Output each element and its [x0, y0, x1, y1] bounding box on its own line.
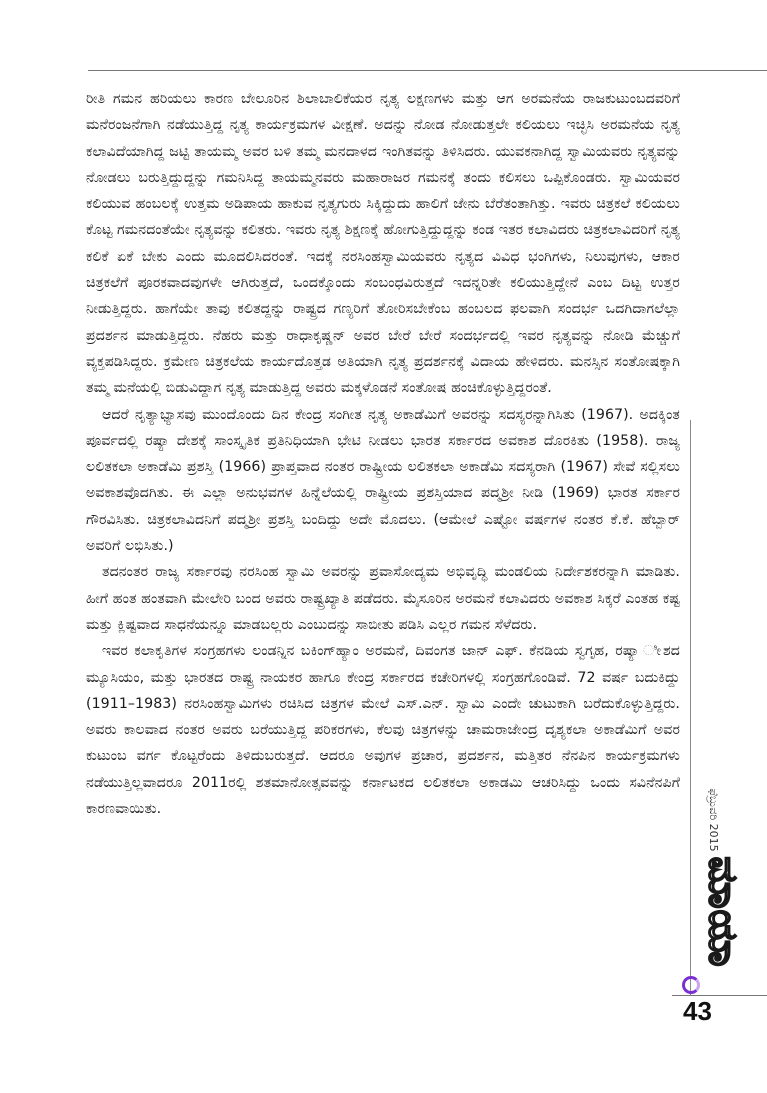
paragraph-4: ಇವರ ಕಲಾಕೃತಿಗಳ ಸಂಗ್ರಹಗಳು ಲಂಡನ್ನಿನ ಬಕಿಂಗ್‌ಹ್ಯಾಂ ಅರಮನೆ, ದಿವಂಗತ ಜಾನ್ ಎಫ್. ಕೆನಡಿಯ ಸ್ವಗೃಹ, ರಷ್ಯಾ ೀಶದ ಮ್ಯೂಸಿಯಂ, ಮತ್ತು ಭಾರತದ ರಾಷ್ಟ್ರ ನಾಯಕರ ಹಾಗೂ ಕೇಂದ್ರ ಸರ್ಕಾರದ ಕಚೇರಿಗಳಲ್ಲಿ ಸಂಗ್ರಹಗೊಂಡಿವೆ. 72 ವರ್ಷ ಬದುಕಿದ್ದು (1911–1983) ನರಸಿಂಹಸ್ವಾಮಿಗಳು ರಚಿಸಿದ ಚಿತ್ರಗಳ ಮೇಲೆ ಎಸ್.ಎನ್. ಸ್ವಾಮಿ ಎಂದೇ ಚುಟುಕಾಗಿ ಬರೆದುಕೊಳ್ಳುತ್ತಿದ್ದರು. ಅವರು ಕಾಲವಾದ ನಂತರ ಅವರು ಬರೆಯುತ್ತಿದ್ದ ಪರಿಕರಗಳು, ಕೆಲವು ಚಿತ್ರಗಳನ್ನು ಚಾಮರಾಜೇಂದ್ರ ದೃಶ್ಯಕಲಾ ಅಕಾಡೆಮಿಗೆ ಅವರ ಕುಟುಂಬ ವರ್ಗ ಕೊಟ್ಟರೆಂದು ತಿಳಿದುಬರುತ್ತದೆ. ಆದರೂ ಅವುಗಳ ಪ್ರಚಾರ, ಪ್ರದರ್ಶನ, ಮತ್ತಿತರ ನೆನಪಿನ ಕಾರ್ಯಕ್ರಮಗಳು ನಡೆಯುತ್ತಿಲ್ಲವಾದರೂ 2011ರಲ್ಲಿ ಶತಮಾನೋತ್ಸವವನ್ನು ಕರ್ನಾಟಕದ ಲಲಿತಕಲಾ ಅಕಾಡಮಿ ಆಚರಿಸಿದ್ದು ಒಂದು ಸವಿನೆನಪಿಗೆ ಕಾರಣವಾಯಿತು.	[86, 643, 680, 818]
issue-date: ಫೆಬ್ರುವರಿ 2015	[707, 788, 720, 852]
page-number: 43	[683, 996, 712, 1026]
paragraph-3: ತದನಂತರ ರಾಜ್ಯ ಸರ್ಕಾರವು ನರಸಿಂಹ ಸ್ವಾಮಿ ಅವರನ್ನು ಪ್ರವಾಸೋದ್ಯಮ ಅಭಿವೃದ್ಧಿ ಮಂಡಲಿಯ ನಿರ್ದೇಶಕರನ್ನಾಗಿ ಮಾಡಿತು. ಹೀಗೆ ಹಂತ ಹಂತವಾಗಿ ಮೇಲೇರಿ ಬಂದ ಅವರು ರಾಷ್ಟ್ರಖ್ಯಾತಿ ಪಡೆದರು. ಮೈಸೂರಿನ ಅರಮನೆ ಕಲಾವಿದರು ಅವಕಾಶ ಸಿಕ್ಕರೆ ಎಂತಹ ಕಷ್ಟ ಮತ್ತು ಕ್ಲಿಷ್ಟವಾದ ಸಾಧನೆಯನ್ನೂ ಮಾಡಬಲ್ಲರು ಎಂಬುದನ್ನು ಸಾಬೀತು ಪಡಿಸಿ ಎಲ್ಲರ ಗಮನ ಸೆಳೆದರು.	[86, 564, 680, 633]
top-divider	[88, 70, 767, 71]
circle-icon	[682, 976, 700, 994]
magazine-masthead: ಮಾಯಾ	[700, 856, 746, 968]
article-body	[86, 86, 680, 822]
paragraph-1: ರೀತಿ ಗಮನ ಹರಿಯಲು ಕಾರಣ ಬೇಲೂರಿನ ಶಿಲಾಬಾಲಿಕೆಯರ ನೃತ್ಯ ಲಕ್ಷಣಗಳು ಮತ್ತು ಆಗ ಅರಮನೆಯ ರಾಜಕುಟುಂಬದವರಿಗೆ ಮನೆರಂಜನೆಗಾಗಿ ನಡೆಯುತ್ತಿದ್ದ ನೃತ್ಯ ಕಾರ್ಯಕ್ರಮಗಳ ವೀಕ್ಷಣೆ. ಅದನ್ನು ನೋಡ ನೋಡುತ್ತಲೇ ಕಲಿಯಲು ಇಚ್ಛಿಸಿ ಅರಮನೆಯ ನೃತ್ಯ ಕಲಾವಿದೆಯಾಗಿದ್ದ ಜಟ್ಟಿ ತಾಯಮ್ಮ ಅವರ ಬಳಿ ತಮ್ಮ ಮನದಾಳದ ಇಂಗಿತವನ್ನು ತಿಳಿಸಿದರು. ಯುವಕನಾಗಿದ್ದ ಸ್ವಾಮಿಯವರು ನೃತ್ಯವನ್ನು ನೋಡಲು ಬರುತ್ತಿದ್ದುದ್ದನ್ನು ಗಮನಿಸಿದ್ದ ತಾಯಮ್ಮನವರು ಮಹಾರಾಜರ ಗಮನಕ್ಕೆ ತಂದು ಕಲಿಸಲು ಒಪ್ಪಿಕೊಂಡರು. ಸ್ವಾಮಿಯವರ ಕಲಿಯುವ ಹಂಬಲಕ್ಕೆ ಉತ್ತಮ ಅಡಿಪಾಯ ಹಾಕುವ ನೃತ್ಯಗುರು ಸಿಕ್ಕಿದ್ದುದು ಹಾಲಿಗೆ ಜೇನು ಬೆರೆತಂತಾಗಿತ್ತು. ಇವರು ಚಿತ್ರಕಲೆ ಕಲಿಯಲು ಕೊಟ್ಟ ಗಮನದಂತೆಯೇ ನೃತ್ಯವನ್ನು ಕಲಿತರು. ಇವರು ನೃತ್ಯ ಶಿಕ್ಷಣಕ್ಕೆ ಹೋಗುತ್ತಿದ್ದುದ್ದನ್ನು ಕಂಡ ಇತರ ಕಲಾವಿದರು ಚಿತ್ರಕಲಾವಿದರಿಗೆ ನೃತ್ಯ ಕಲಿಕೆ ಏಕೆ ಬೇಕು ಎಂದು ಮೂದಲಿಸಿದರಂತೆ. ಇದಕ್ಕೆ ನರಸಿಂಹಸ್ವಾಮಿಯವರು ನೃತ್ಯದ ವಿವಿಧ ಭಂಗಿಗಳು, ನಿಲುವುಗಳು, ಆಕಾರ ಚಿತ್ರಕಲೆಗೆ ಪೂರಕವಾದವುಗಳೇ ಆಗಿರುತ್ತದೆ, ಒಂದಕ್ಕೊಂದು ಸಂಬಂಧವಿರುತ್ತದೆ ಇದನ್ನರಿತೇ ಕಲಿಯುತ್ತಿದ್ದೇನೆ ಎಂಬ ದಿಟ್ಟ ಉತ್ತರ ನೀಡುತ್ತಿದ್ದರು. ಹಾಗೆಯೇ ತಾವು ಕಲಿತದ್ದನ್ನು ರಾಷ್ಟ್ರದ ಗಣ್ಯರಿಗೆ ತೋರಿಸಬೇಕೆಂಬ ಹಂಬಲದ ಫಲವಾಗಿ ಸಂದರ್ಭ ಒದಗಿದಾಗಲೆಲ್ಲಾ ಪ್ರದರ್ಶನ ಮಾಡುತ್ತಿದ್ದರು. ನೆಹರು ಮತ್ತು ರಾಧಾಕೃಷ್ಣನ್ ಅವರ ಬೇರೆ ಬೇರೆ ಸಂದರ್ಭದಲ್ಲಿ ಇವರ ನೃತ್ಯವನ್ನು ನೋಡಿ ಮೆಚ್ಚುಗೆ ವ್ಯಕ್ತಪಡಿಸಿದ್ದರು. ಕ್ರಮೇಣ ಚಿತ್ರಕಲೆಯ ಕಾರ್ಯದೊತ್ತಡ ಅತಿಯಾಗಿ ನೃತ್ಯ ಪ್ರದರ್ಶನಕ್ಕೆ ವಿದಾಯ ಹೇಳಿದರು. ಮನಸ್ಸಿನ ಸಂತೋಷಕ್ಕಾಗಿ ತಮ್ಮ ಮನೆಯಲ್ಲಿ ಬಿಡುವಿದ್ದಾಗ ನೃತ್ಯ ಮಾಡುತ್ತಿದ್ದ ಅವರು ಮಕ್ಕಳೊಡನೆ ಸಂತೋಷ ಹಂಚಿಕೊಳ್ಳುತ್ತಿದ್ದರಂತೆ.	[86, 91, 680, 397]
paragraph-2: ಆದರೆ ನೃತ್ಯಾಭ್ಯಾಸವು ಮುಂದೊಂದು ದಿನ ಕೇಂದ್ರ ಸಂಗೀತ ನೃತ್ಯ ಅಕಾಡೆಮಿಗೆ ಅವರನ್ನು ಸದಸ್ಯರನ್ನಾಗಿಸಿತು (1967). ಅದಕ್ಕಿಂತ ಪೂರ್ವದಲ್ಲಿ ರಷ್ಯಾ ದೇಶಕ್ಕೆ ಸಾಂಸ್ಕೃತಿಕ ಪ್ರತಿನಿಧಿಯಾಗಿ ಭೇಟಿ ನೀಡಲು ಭಾರತ ಸರ್ಕಾರದ ಅವಕಾಶ ದೊರಕಿತು (1958). ರಾಜ್ಯ ಲಲಿತಕಲಾ ಅಕಾಡೆಮಿ ಪ್ರಶಸ್ತಿ (1966) ಪ್ರಾಪ್ತವಾದ ನಂತರ ರಾಷ್ಟ್ರೀಯ ಲಲಿತಕಲಾ ಅಕಾಡೆಮಿ ಸದಸ್ಯರಾಗಿ (1967) ಸೇವೆ ಸಲ್ಲಿಸಲು ಅವಕಾಶವೊದಗಿತು. ಈ ಎಲ್ಲಾ ಅನುಭವಗಳ ಹಿನ್ನೆಲೆಯಲ್ಲಿ ರಾಷ್ಟ್ರೀಯ ಪ್ರಶಸ್ತಿಯಾದ ಪದ್ಮಶ್ರೀ ನೀಡಿ (1969) ಭಾರತ ಸರ್ಕಾರ ಗೌರವಿಸಿತು. ಚಿತ್ರಕಲಾವಿದನಿಗೆ ಪದ್ಮಶ್ರೀ ಪ್ರಶಸ್ತಿ ಬಂದಿದ್ದು ಅದೇ ಮೊದಲು. (ಆಮೇಲೆ ಎಷ್ಟೋ ವರ್ಷಗಳ ನಂತರ ಕೆ.ಕೆ. ಹೆಬ್ಬಾರ್ ಅವರಿಗೆ ಲಭಿಸಿತು.)	[86, 406, 680, 555]
sidebar-divider	[690, 420, 691, 995]
